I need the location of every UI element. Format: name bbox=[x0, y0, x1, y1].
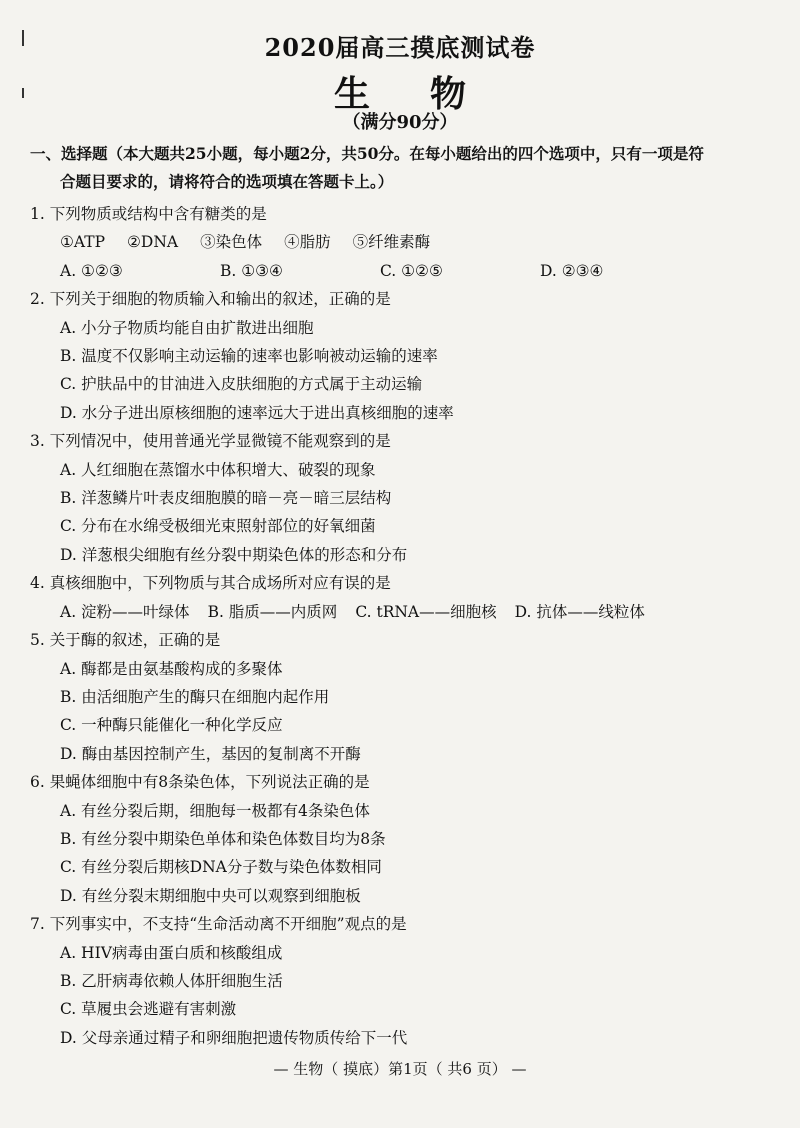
choice-a: A. 淀粉——叶绿体 bbox=[60, 602, 190, 621]
option-c: C. 护肤品中的甘油进入皮肤细胞的方式属于主动运输 bbox=[60, 375, 423, 394]
choice-c: C. tRNA——细胞核 bbox=[355, 602, 497, 621]
option-d: D. 父母亲通过精子和卵细胞把遗传物质传给下一代 bbox=[60, 1028, 408, 1047]
item: ①ATP bbox=[60, 233, 106, 252]
question-1 bbox=[30, 200, 770, 285]
section-line-1: 一、选择题（本大题共25小题，每小题2分，共50分。在每小题给出的四个选项中，只有一项是符 bbox=[30, 144, 704, 163]
option-d: D. 有丝分裂末期细胞中央可以观察到细胞板 bbox=[60, 886, 361, 905]
question-stem: 4. 真核细胞中，下列物质与其合成场所对应有误的是 bbox=[30, 574, 391, 593]
option-a: A. 人红细胞在蒸馏水中体积增大、破裂的现象 bbox=[60, 460, 376, 479]
question-stem: 3. 下列情况中，使用普通光学显微镜不能观察到的是 bbox=[30, 432, 391, 451]
option-c: C. 草履虫会逃避有害刺激 bbox=[60, 1000, 237, 1019]
item: ⑤纤维素酶 bbox=[352, 233, 431, 252]
question-4 bbox=[30, 569, 770, 626]
section-header bbox=[30, 140, 770, 196]
section-line-2: 合题目要求的，请将符合的选项填在答题卡上。） bbox=[60, 172, 394, 191]
exam-title: 2020届高三摸底测试卷 bbox=[264, 33, 536, 62]
full-score: （满分90分） bbox=[342, 112, 458, 133]
option-b: B. 由活细胞产生的酶只在细胞内起作用 bbox=[60, 687, 330, 706]
item: ②DNA bbox=[127, 233, 179, 252]
question-6 bbox=[30, 768, 770, 910]
option-b: B. 洋葱鳞片叶表皮细胞膜的暗－亮－暗三层结构 bbox=[60, 489, 392, 508]
option-c: C. 分布在水绵受极细光束照射部位的好氧细菌 bbox=[60, 517, 376, 536]
question-2 bbox=[30, 285, 770, 427]
question-stem: 1. 下列物质或结构中含有糖类的是 bbox=[30, 205, 267, 223]
question-3 bbox=[30, 427, 770, 569]
option-b: B. 有丝分裂中期染色单体和染色体数目均为8条 bbox=[60, 829, 386, 848]
question-7 bbox=[30, 910, 770, 1052]
question-stem: 6. 果蝇体细胞中有8条染色体，下列说法正确的是 bbox=[30, 773, 370, 792]
choice-row bbox=[30, 598, 770, 626]
option-b: B. 乙肝病毒依赖人体肝细胞生活 bbox=[60, 971, 283, 990]
option-d: D. 酶由基因控制产生，基因的复制离不开酶 bbox=[60, 744, 361, 763]
question-stem: 7. 下列事实中，不支持“生命活动离不开细胞”观点的是 bbox=[30, 915, 407, 934]
option-a: A. 酶都是由氨基酸构成的多聚体 bbox=[60, 659, 283, 678]
choice-b: B. 脂质——内质网 bbox=[207, 602, 338, 621]
option-c: C. 有丝分裂后期核DNA分子数与染色体数相同 bbox=[60, 858, 382, 877]
choice-c: C. ①②⑤ bbox=[380, 261, 443, 280]
question-5 bbox=[30, 626, 770, 768]
choice-row bbox=[30, 257, 770, 285]
item: ④脂肪 bbox=[284, 233, 331, 252]
choice-b: B. ①③④ bbox=[220, 261, 283, 280]
question-stem: 5. 关于酶的叙述，正确的是 bbox=[30, 631, 221, 650]
option-d: D. 洋葱根尖细胞有丝分裂中期染色体的形态和分布 bbox=[60, 545, 408, 564]
question-stem: 2. 下列关于细胞的物质输入和输出的叙述，正确的是 bbox=[30, 290, 391, 309]
question-list bbox=[30, 200, 770, 1052]
item: ③染色体 bbox=[200, 233, 263, 252]
page-footer: — 生物（ 摸底）第1页（ 共6 页） — bbox=[273, 1060, 527, 1078]
option-b: B. 温度不仅影响主动运输的速率也影响被动运输的速率 bbox=[60, 347, 438, 366]
option-a: A. 有丝分裂后期，细胞每一极都有4条染色体 bbox=[60, 801, 370, 820]
choice-a: A. ①②③ bbox=[60, 261, 123, 280]
choice-d: D. ②③④ bbox=[540, 261, 604, 280]
item-list bbox=[30, 228, 770, 256]
choice-d: D. 抗体——线粒体 bbox=[514, 602, 645, 621]
option-a: A. HIV病毒由蛋白质和核酸组成 bbox=[60, 943, 283, 962]
option-d: D. 水分子进出原核细胞的速率远大于进出真核细胞的速率 bbox=[60, 403, 454, 422]
option-a: A. 小分子物质均能自由扩散进出细胞 bbox=[60, 318, 314, 337]
subject-title: 生物 bbox=[333, 73, 526, 115]
option-c: C. 一种酶只能催化一种化学反应 bbox=[60, 716, 283, 735]
